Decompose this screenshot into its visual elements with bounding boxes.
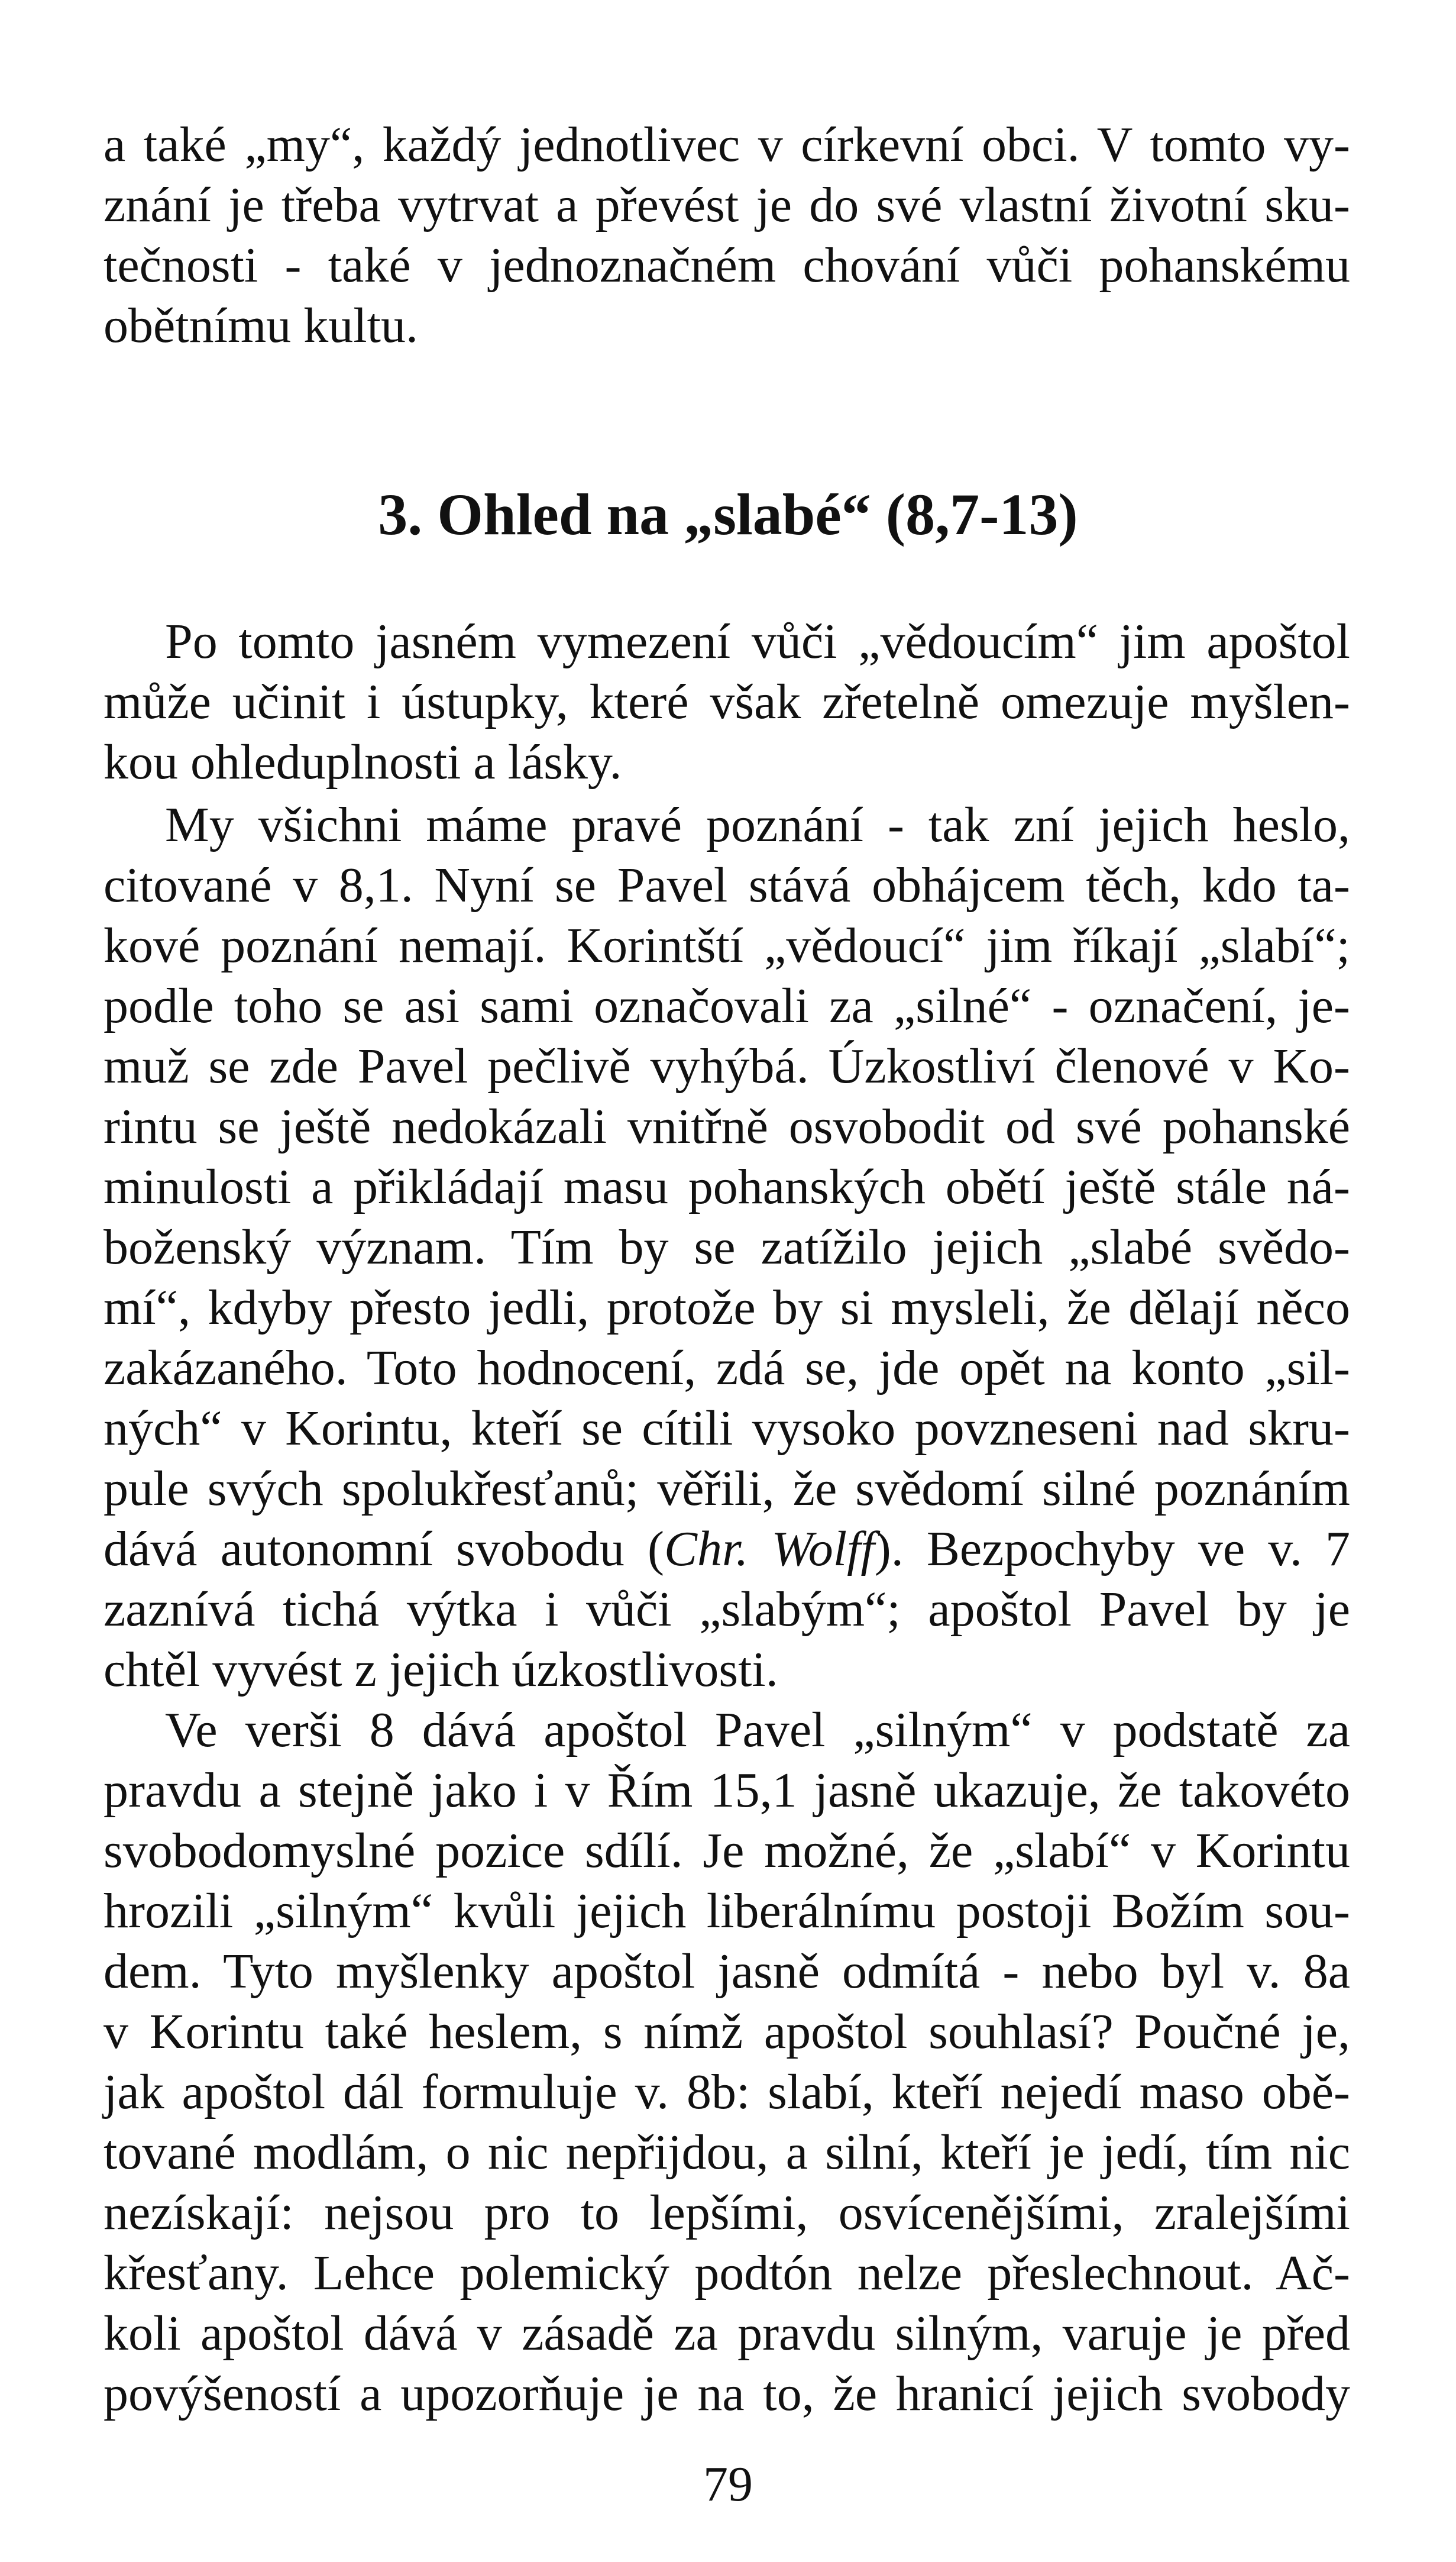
text-segment: ). Bezpochyby ve v. 7 [874,1521,1350,1576]
text-line: minulosti a přikládají masu pohanských obětí ještě stále ná- [103,1159,1350,1214]
text-line: kou ohleduplnosti a lásky. [103,735,622,790]
text-line: zaznívá tichá výtka i vůči „slabým“; apoštol Pavel by je [103,1582,1350,1637]
text-line: jak apoštol dál formuluje v. 8b: slabí, kteří nejedí maso obě- [103,2065,1350,2120]
text-line [103,1520,1350,1579]
text-line: a také „my“, každý jednotlivec v církevní obci. V tomto vy- [103,117,1350,172]
text-line: nezískají: nejsou pro to lepšími, osvícenějšími, zralejšími [103,2185,1350,2240]
text-line: muž se zde Pavel pečlivě vyhýbá. Úzkostliví členové v Ko- [103,1039,1350,1094]
text-line: pravdu a stejně jako i v Řím 15,1 jasně ukazuje, že takovéto [103,1763,1350,1818]
text-line: v Korintu také heslem, s nímž apoštol souhlasí? Poučné je, [103,2004,1350,2059]
text-line: obětnímu kultu. [103,298,418,353]
text-line: pule svých spolukřesťanů; věřili, že svědomí silné poznáním [103,1461,1350,1516]
page-number: 79 [703,2457,753,2512]
text-line: kové poznání nemají. Korintští „vědoucí“ jim říkají „slabí“; [103,918,1350,973]
section-heading: 3. Ohled na „slabé“ (8,7-13) [378,482,1078,547]
text-line: rintu se ještě nedokázali vnitřně osvobodit od své pohanské [103,1099,1350,1154]
text-line: koli apoštol dává v zásadě za pravdu silným, varuje je před [103,2306,1350,2361]
text-line: tované modlám, o nic nepřijdou, a silní, kteří je jedí, tím nic [103,2125,1350,2180]
text-line: křesťany. Lehce polemický podtón nelze přeslechnout. Ač- [103,2246,1350,2301]
text-line: citované v 8,1. Nyní se Pavel stává obhájcem těch, kdo ta- [103,858,1350,913]
citation-author: Chr. Wolff [664,1521,875,1576]
text-line: mí“, kdyby přesto jedli, protože by si mysleli, že dělají něco [103,1280,1350,1335]
text-line: ných“ v Korintu, kteří se cítili vysoko povzneseni nad skru- [103,1401,1350,1456]
text-line: dem. Tyto myšlenky apoštol jasně odmítá - nebo byl v. 8a [103,1944,1350,1999]
text-line: povýšeností a upozorňuje je na to, že hranicí jejich svobody [103,2366,1350,2421]
text-line: podle toho se asi sami označovali za „silné“ - označení, je- [103,978,1350,1033]
text-line: Ve verši 8 dává apoštol Pavel „silným“ v podstatě za [165,1702,1350,1757]
text-line: Po tomto jasném vymezení vůči „vědoucím“ jim apoštol [165,614,1350,669]
text-line: zakázaného. Toto hodnocení, zdá se, jde opět na konto „sil- [103,1340,1350,1395]
text-line: hrozili „silným“ kvůli jejich liberálnímu postoji Božím sou- [103,1883,1350,1939]
text-line: boženský význam. Tím by se zatížilo jejich „slabé svědo- [103,1220,1350,1275]
text-line: chtěl vyvést z jejich úzkostlivosti. [103,1642,778,1697]
text-line: svobodomyslné pozice sdílí. Je možné, že „slabí“ v Korintu [103,1823,1350,1878]
text-segment: dává autonomní svobodu ( [103,1521,664,1576]
text-line: My všichni máme pravé poznání - tak zní jejich heslo, [165,797,1350,852]
text-line: může učinit i ústupky, které však zřetelně omezuje myšlen- [103,674,1350,729]
text-line: znání je třeba vytrvat a převést je do své vlastní životní sku- [103,177,1350,232]
text-line: tečnosti - také v jednoznačném chování vůči pohanskému [103,238,1350,293]
